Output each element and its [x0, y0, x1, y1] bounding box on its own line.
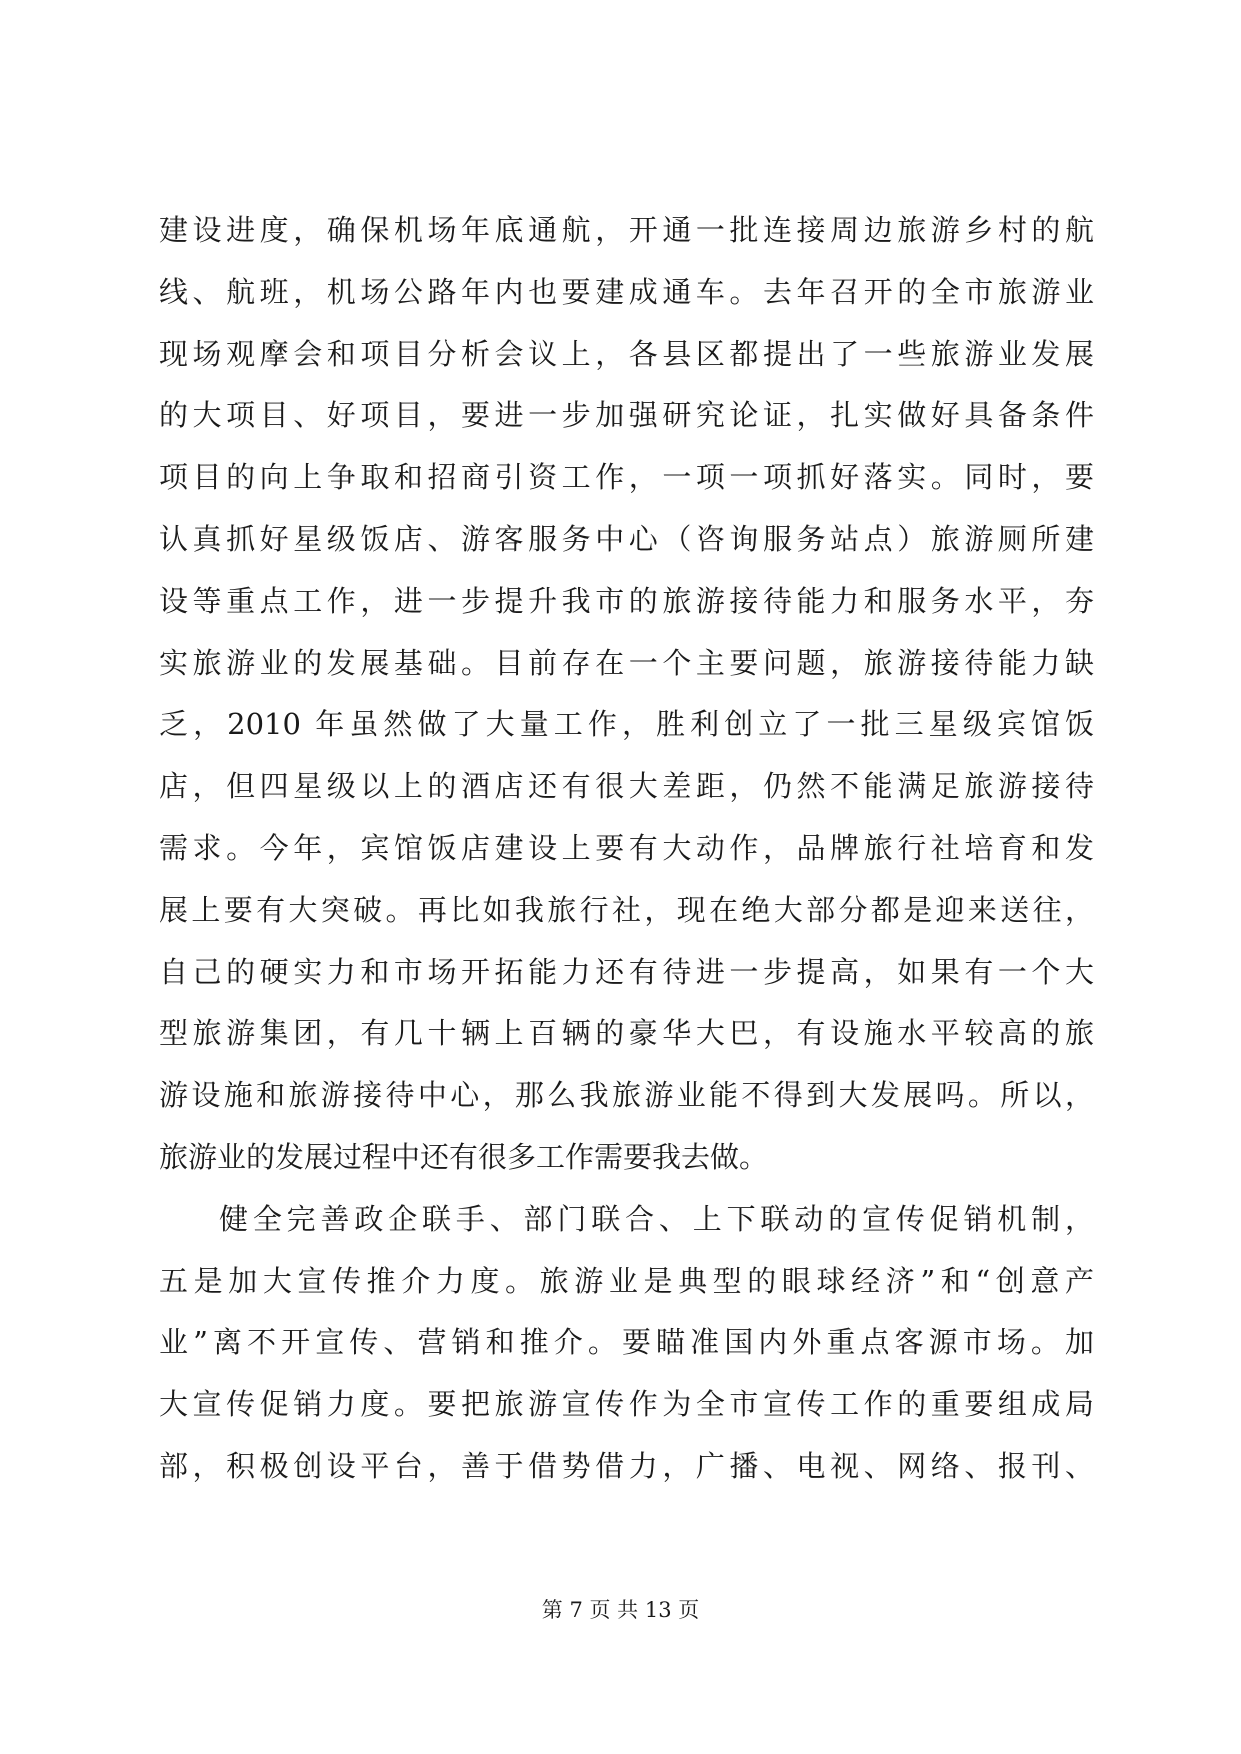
- text-line: 认真抓好星级饭店、游客服务中心（咨询服务站点）旅游厕所建: [159, 521, 1094, 556]
- text-line: 项目的向上争取和招商引资工作，一项一项抓好落实。同时，要: [159, 460, 1094, 495]
- text-line: 展上要有大突破。再比如我旅行社，现在绝大部分都是迎来送往，: [159, 892, 1094, 927]
- text-line: 现场观摩会和项目分析会议上，各县区都提出了一些旅游业发展: [159, 336, 1094, 371]
- text-line: 业”离不开宣传、营销和推介。要瞄准国内外重点客源市场。加: [159, 1325, 1094, 1360]
- text-line: 游设施和旅游接待中心，那么我旅游业能不得到大发展吗。所以，: [159, 1078, 1094, 1113]
- text-line: 乏，2010 年虽然做了大量工作，胜利创立了一批三星级宾馆饭: [159, 707, 1094, 742]
- text-line: 建设进度，确保机场年底通航，开通一批连接周边旅游乡村的航: [159, 213, 1094, 247]
- text-line: 自己的硬实力和市场开拓能力还有待进一步提高，如果有一个大: [159, 954, 1094, 989]
- text-line: 型旅游集团，有几十辆上百辆的豪华大巴，有设施水平较高的旅: [159, 1016, 1094, 1051]
- text-line: 部，积极创设平台，善于借势借力，广播、电视、网络、报刊、: [159, 1448, 1094, 1483]
- text-line: 实旅游业的发展基础。目前存在一个主要问题，旅游接待能力缺: [159, 645, 1094, 680]
- text-line: 大宣传促销力度。要把旅游宣传作为全市宣传工作的重要组成局: [159, 1387, 1094, 1422]
- text-line: 旅游业的发展过程中还有很多工作需要我去做。: [159, 1139, 769, 1174]
- page-number-footer: 第 7 页 共 13 页: [541, 1598, 700, 1622]
- text-line: 五是加大宣传推介力度。旅游业是典型的眼球经济”和“创意产: [159, 1263, 1094, 1298]
- text-line: 需求。今年，宾馆饭店建设上要有大动作，品牌旅行社培育和发: [159, 830, 1094, 865]
- text-line: 健全完善政企联手、部门联合、上下联动的宣传促销机制，: [219, 1201, 1094, 1236]
- document-body: [159, 200, 1094, 1498]
- text-line: 设等重点工作，进一步提升我市的旅游接待能力和服务水平，夯: [159, 583, 1094, 618]
- text-line: 店，但四星级以上的酒店还有很大差距，仍然不能满足旅游接待: [159, 769, 1094, 804]
- text-line: 线、航班，机场公路年内也要建成通车。去年召开的全市旅游业: [159, 274, 1094, 309]
- text-line: 的大项目、好项目，要进一步加强研究论证，扎实做好具备条件: [159, 398, 1094, 433]
